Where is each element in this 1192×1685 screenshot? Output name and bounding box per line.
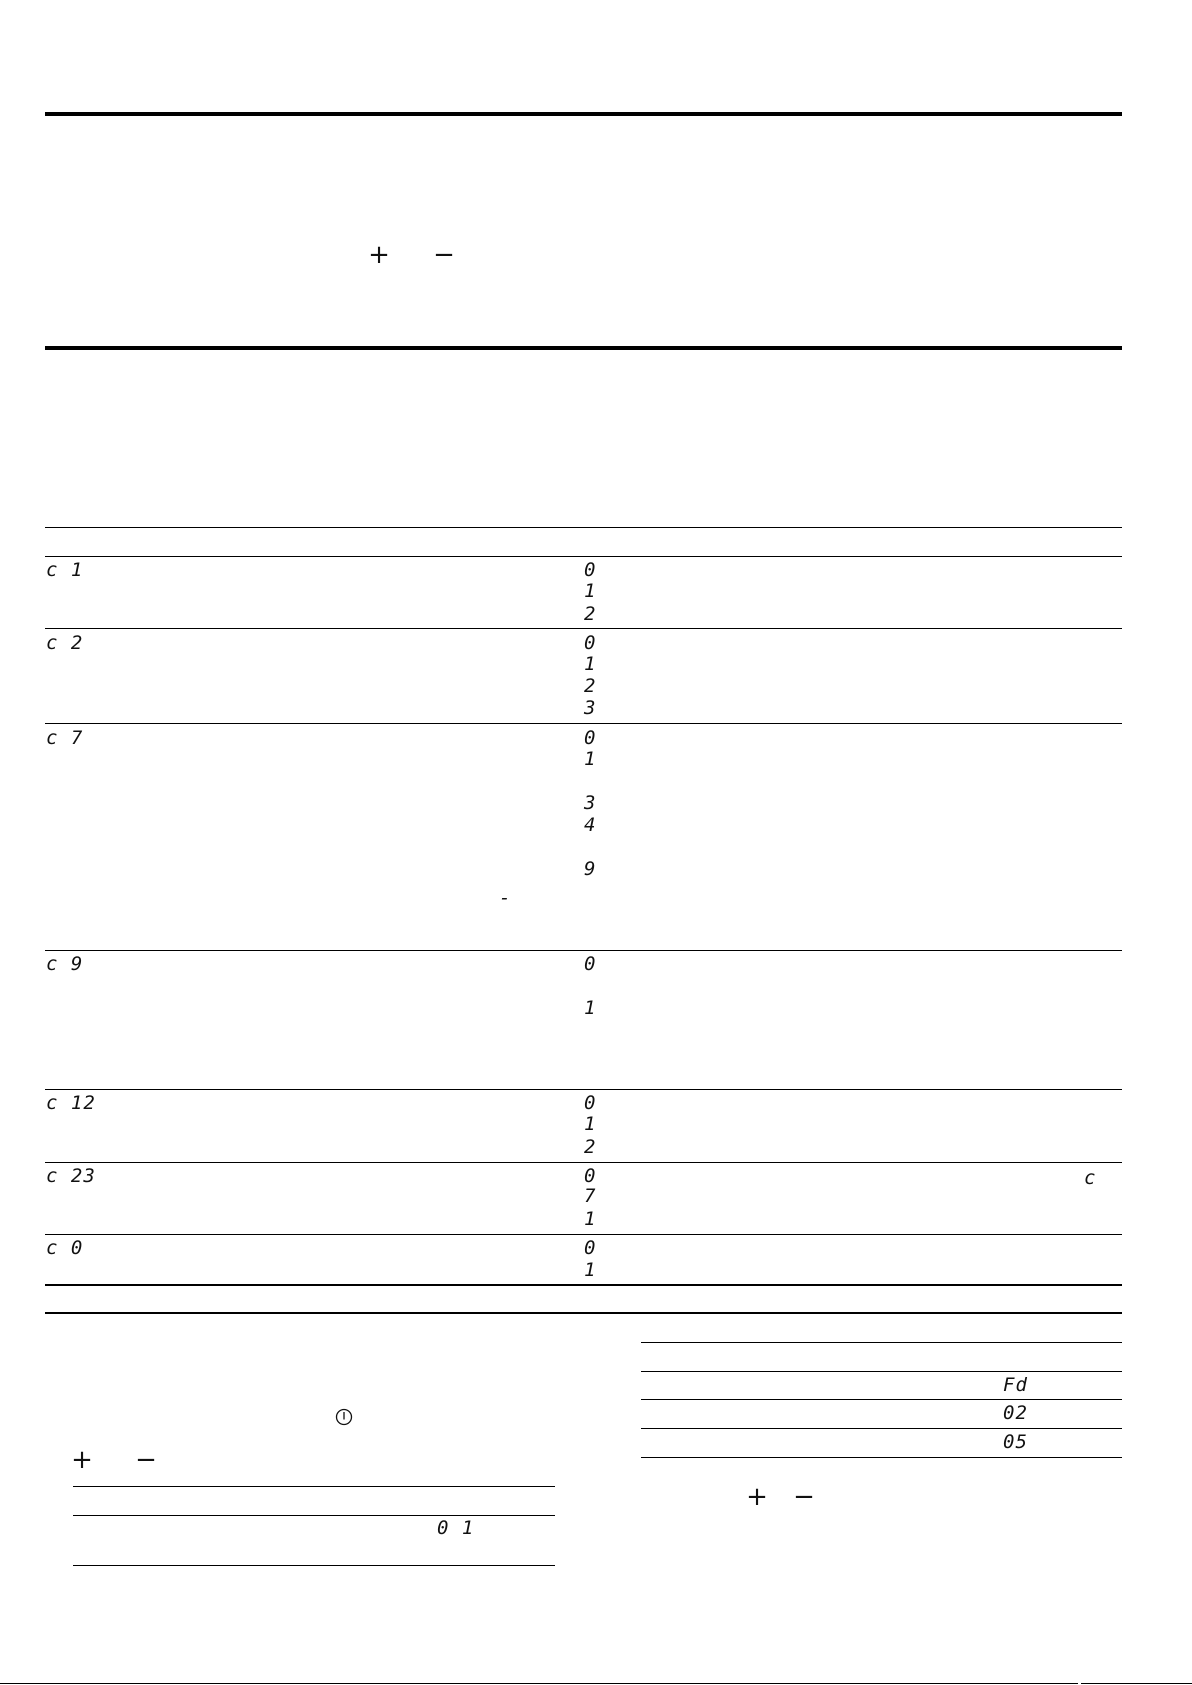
setting-value: 3 xyxy=(584,697,597,719)
row-divider xyxy=(45,628,1122,629)
setting-value: 0 xyxy=(584,727,597,749)
setting-code: c 0 xyxy=(46,1237,84,1259)
setting-code: c 9 xyxy=(46,953,84,975)
plus-symbol: + xyxy=(71,1445,93,1475)
left-table-top-rule xyxy=(73,1486,555,1487)
setting-code: c 7 xyxy=(46,727,84,749)
setting-value: 0 xyxy=(584,1165,597,1187)
setting-value: 2 xyxy=(584,603,597,625)
right-table-header-rule xyxy=(641,1371,1122,1372)
section-rule-lower xyxy=(45,1312,1122,1314)
power-icon xyxy=(335,1408,353,1426)
row-divider xyxy=(45,723,1122,724)
setting-code: c 1 xyxy=(46,559,84,581)
setting-value: 1 xyxy=(584,580,597,602)
display-value: Fd xyxy=(1003,1374,1028,1396)
setting-value: 4 xyxy=(584,814,597,836)
setting-value: 0 xyxy=(584,1237,597,1259)
display-value: 05 xyxy=(1003,1431,1028,1453)
right-table-row-rule xyxy=(641,1399,1122,1400)
setting-value: 1 xyxy=(584,748,597,770)
section-rule-top xyxy=(45,112,1122,116)
table-header-rule xyxy=(45,556,1122,557)
setting-value: 1 xyxy=(584,1113,597,1135)
row-divider xyxy=(45,1162,1122,1163)
section-rule-middle xyxy=(45,346,1122,350)
setting-value: 1 xyxy=(584,1259,597,1281)
setting-value: 1 xyxy=(584,653,597,675)
row-divider xyxy=(45,1234,1122,1235)
setting-code: c 23 xyxy=(46,1165,96,1187)
setting-value: 1 xyxy=(584,1208,597,1230)
display-value: 02 xyxy=(1003,1402,1028,1424)
right-table-top-rule xyxy=(641,1342,1122,1343)
minus-symbol: − xyxy=(135,1445,157,1475)
right-table-row-rule xyxy=(641,1428,1122,1429)
left-table-bottom-rule xyxy=(73,1565,555,1566)
dash-mark: - xyxy=(499,887,512,909)
setting-code: c 12 xyxy=(46,1092,96,1114)
table-bottom-rule xyxy=(45,1284,1122,1286)
setting-value: 0 xyxy=(584,559,597,581)
minus-symbol: − xyxy=(793,1482,815,1512)
setting-code: c 2 xyxy=(46,632,84,654)
setting-value: 0 xyxy=(584,632,597,654)
setting-value: 2 xyxy=(584,675,597,697)
setting-value: 7 xyxy=(584,1185,597,1207)
setting-value: 1 xyxy=(584,997,597,1019)
table-top-rule xyxy=(45,527,1122,528)
minus-symbol: − xyxy=(433,240,455,270)
setting-value: 9 xyxy=(584,858,597,880)
row-divider xyxy=(45,1089,1122,1090)
row-divider xyxy=(45,950,1122,951)
side-mark: c xyxy=(1084,1167,1097,1189)
footer-rule xyxy=(0,1683,1078,1684)
plus-symbol: + xyxy=(368,240,390,270)
plus-symbol: + xyxy=(746,1482,768,1512)
setting-value: 3 xyxy=(584,792,597,814)
left-table-header-rule xyxy=(73,1515,555,1516)
setting-value: 2 xyxy=(584,1136,597,1158)
right-table-bottom-rule xyxy=(641,1457,1122,1458)
footer-rule-end xyxy=(1081,1683,1192,1684)
setting-value: 0 xyxy=(584,953,597,975)
display-value: 0 1 xyxy=(437,1517,475,1539)
setting-value: 0 xyxy=(584,1092,597,1114)
